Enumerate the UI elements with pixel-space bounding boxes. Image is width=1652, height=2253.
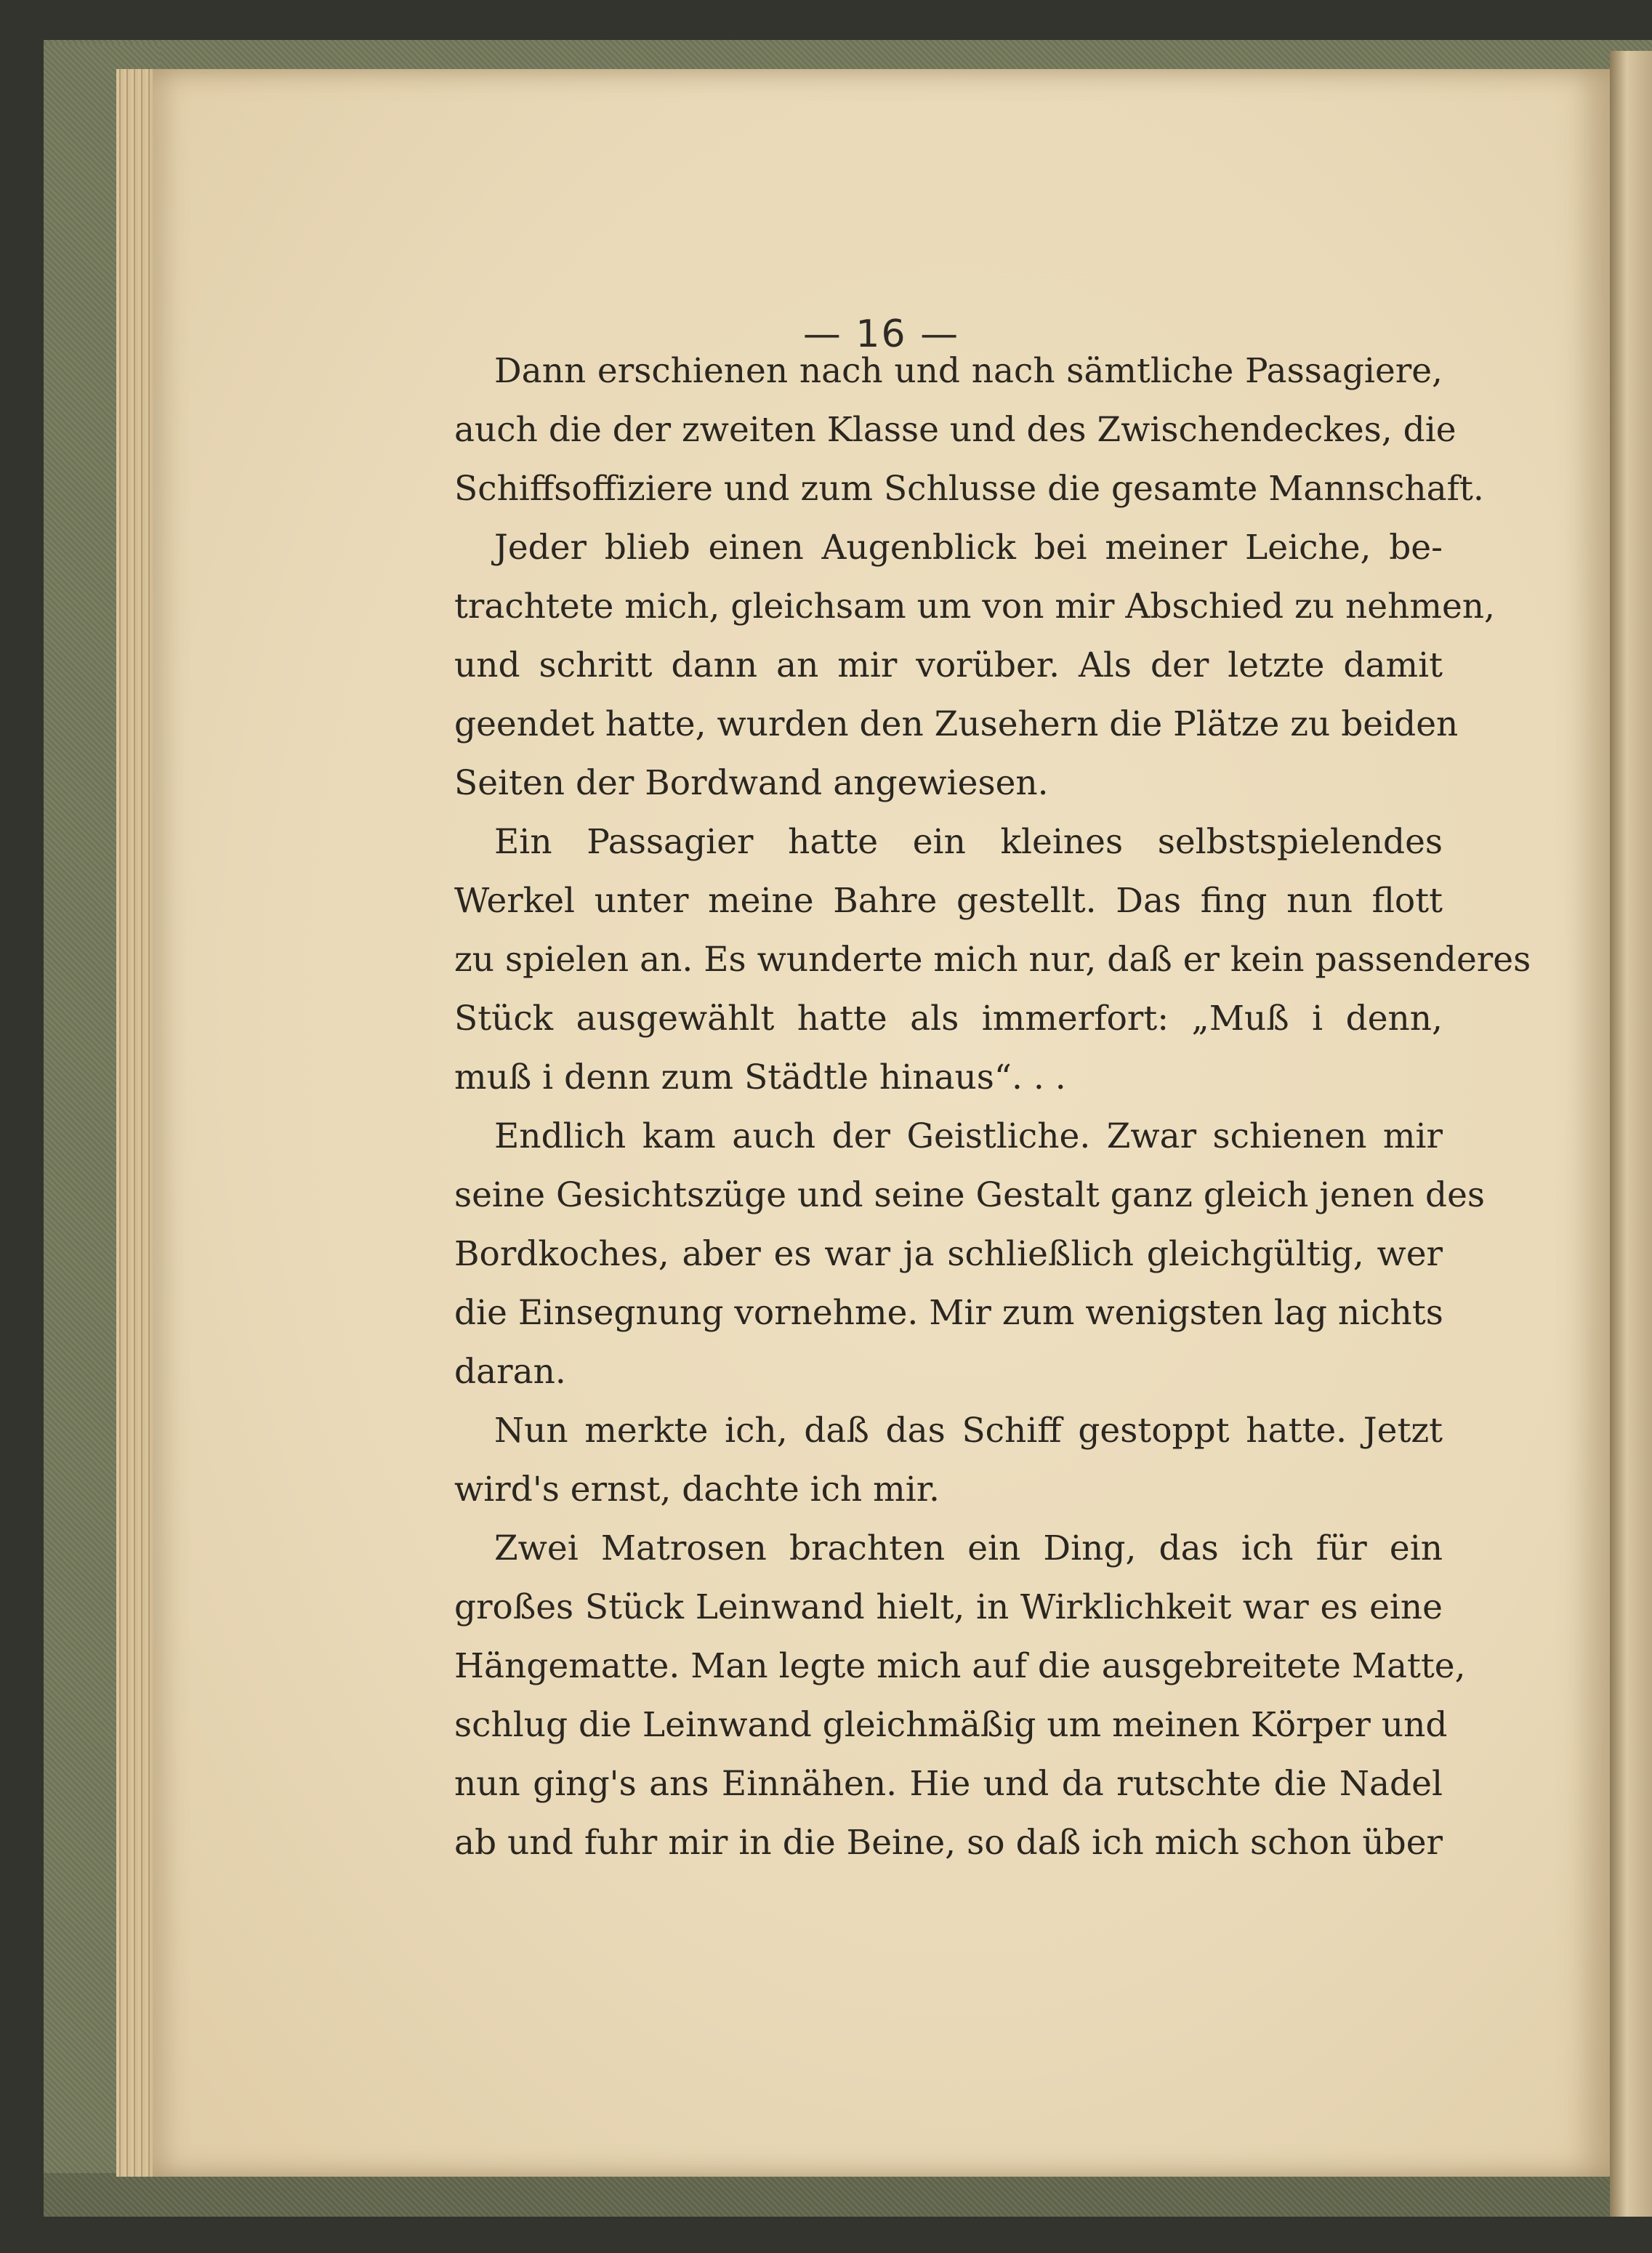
text-line: Bordkoches, aber es war ja schließlich gleichgültig, wer	[454, 1234, 1443, 1274]
text-line: Endlich kam auch der Geistliche. Zwar schienen mir	[494, 1116, 1443, 1156]
text-line: wird's ernst, dachte ich mir.	[454, 1470, 940, 1510]
text-line: nun ging's ans Einnähen. Hie und da rutschte die Nadel	[454, 1764, 1443, 1804]
text-line: zu spielen an. Es wunderte mich nur, daß er kein passenderes	[454, 940, 1531, 980]
text-line: trachtete mich, gleichsam um von mir Abschied zu nehmen,	[454, 587, 1495, 626]
text-line: Hängematte. Man legte mich auf die ausgebreitete Matte,	[454, 1646, 1466, 1686]
book-binding-bottom	[44, 2173, 1652, 2217]
text-line: Nun merkte ich, daß das Schiff gestoppt hatte. Jetzt	[494, 1411, 1443, 1451]
text-line: Schiffsoffiziere und zum Schlusse die gesamte Mannschaft.	[454, 469, 1484, 509]
text-line: muß i denn zum Städtle hinaus“. . .	[454, 1057, 1066, 1097]
text-line: daran.	[454, 1352, 566, 1392]
page-number: — 16 —	[802, 313, 960, 356]
text-line: großes Stück Leinwand hielt, in Wirklichkeit war es eine	[454, 1587, 1443, 1627]
book-gutter	[1610, 51, 1652, 2217]
text-line: geendet hatte, wurden den Zusehern die Plätze zu beiden	[454, 704, 1459, 744]
text-line: auch die der zweiten Klasse und des Zwischendeckes, die	[454, 410, 1456, 450]
text-line: seine Gesichtszüge und seine Gestalt ganz gleich jenen des	[454, 1175, 1486, 1215]
text-line: Zwei Matrosen brachten ein Ding, das ich für ein	[494, 1528, 1443, 1568]
text-line: schlug die Leinwand gleichmäßig um meinen Körper und	[454, 1705, 1448, 1745]
text-line: Dann erschienen nach und nach sämtliche Passagiere,	[494, 351, 1443, 391]
text-line: Jeder blieb einen Augenblick bei meiner Leiche, be-	[494, 528, 1443, 568]
text-line: die Einsegnung vornehme. Mir zum wenigsten lag nichts	[454, 1293, 1443, 1333]
text-line: Stück ausgewählt hatte als immerfort: „Muß i denn,	[454, 999, 1443, 1039]
text-line: ab und fuhr mir in die Beine, so daß ich mich schon über	[454, 1823, 1443, 1863]
text-line: Werkel unter meine Bahre gestellt. Das fing nun flott	[454, 881, 1443, 921]
text-line: Ein Passagier hatte ein kleines selbstspielendes	[494, 822, 1443, 862]
text-line: Seiten der Bordwand angewiesen.	[454, 763, 1049, 803]
text-line: und schritt dann an mir vorüber. Als der letzte damit	[454, 645, 1443, 685]
page-text	[454, 342, 1531, 1872]
